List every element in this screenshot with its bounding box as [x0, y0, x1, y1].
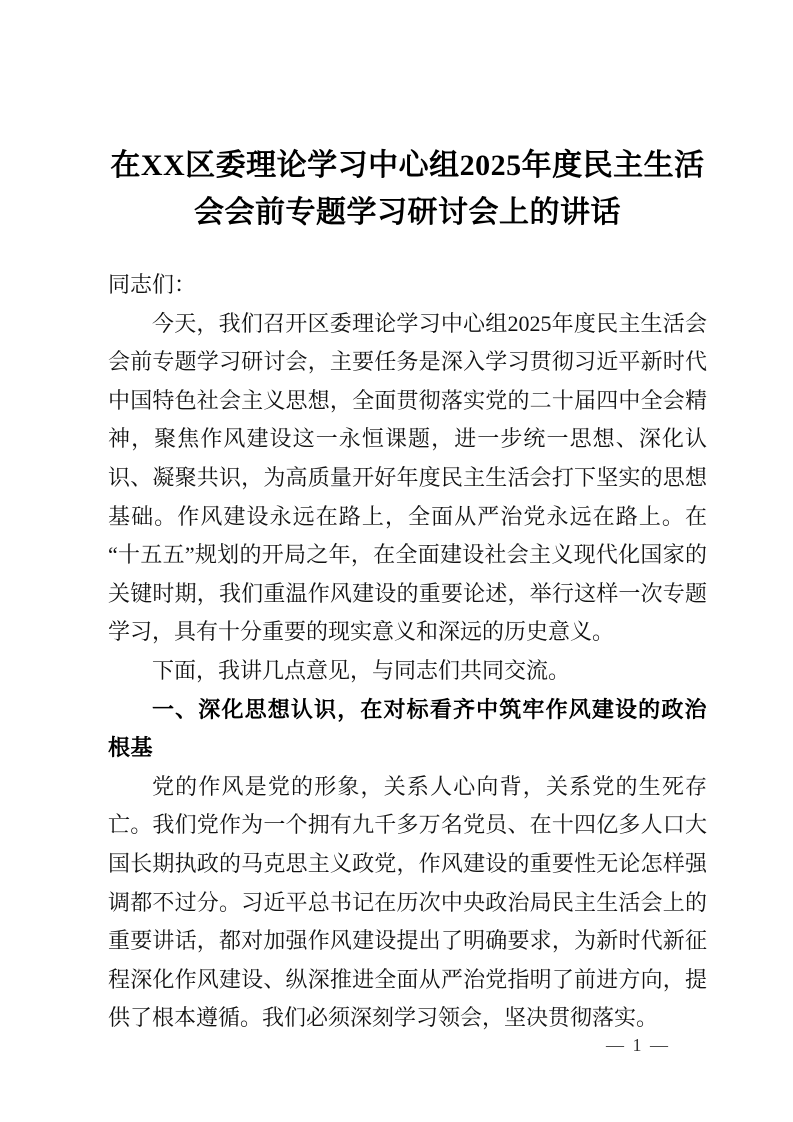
body-paragraph: 党的作风是党的形象，关系人心向背，关系党的生死存亡。我们党作为一个拥有九千多万名党员、在十四亿多人口大国长期执政的马克思主义政党，作风建设的重要性无论怎样强调都不过分。习近平总书记在历次中央政治局民主生活会上的重要讲话，都对加强作风建设提出了明确要求，为新时代新征程深化作风建设、纵深推进全面从严治党指明了前进方向，提供了根本遵循。我们必须深刻学习领会，坚决贯彻落实。 — [108, 773, 707, 1031]
section-heading: 一、深化思想认识，在对标看齐中筑牢作风建设的政治根基 — [108, 696, 707, 761]
document-title: 在XX区委理论学习中心组2025年度民主生活会会前专题学习研讨会上的讲话 — [110, 149, 705, 229]
body-paragraph: 下面，我讲几点意见，与同志们共同交流。 — [152, 657, 571, 683]
page-footer — [606, 1035, 670, 1056]
page-number: — 1 — — [606, 1035, 670, 1055]
paragraph-container — [108, 305, 707, 1038]
body-paragraph: 今天，我们召开区委理论学习中心组2025年度民主生活会会前专题学习研讨会，主要任务是深入学习贯彻习近平新时代中国特色社会主义思想，全面贯彻落实党的二十届四中全会精神，聚焦作风建设这一永恒课题，进一步统一思想、深化认识、凝聚共识，为高质量开好年度民主生活会打下坚实的思想基础。作风建设永远在路上，全面从严治党永远在路上。在“十五五”规划的开局之年，在全面建设社会主义现代化国家的关键时期，我们重温作风建设的重要论述，举行这样一次专题学习，具有十分重要的现实意义和深远的历史意义。 — [108, 310, 707, 645]
document-body — [108, 266, 707, 1038]
greeting-line: 同志们： — [108, 272, 197, 297]
